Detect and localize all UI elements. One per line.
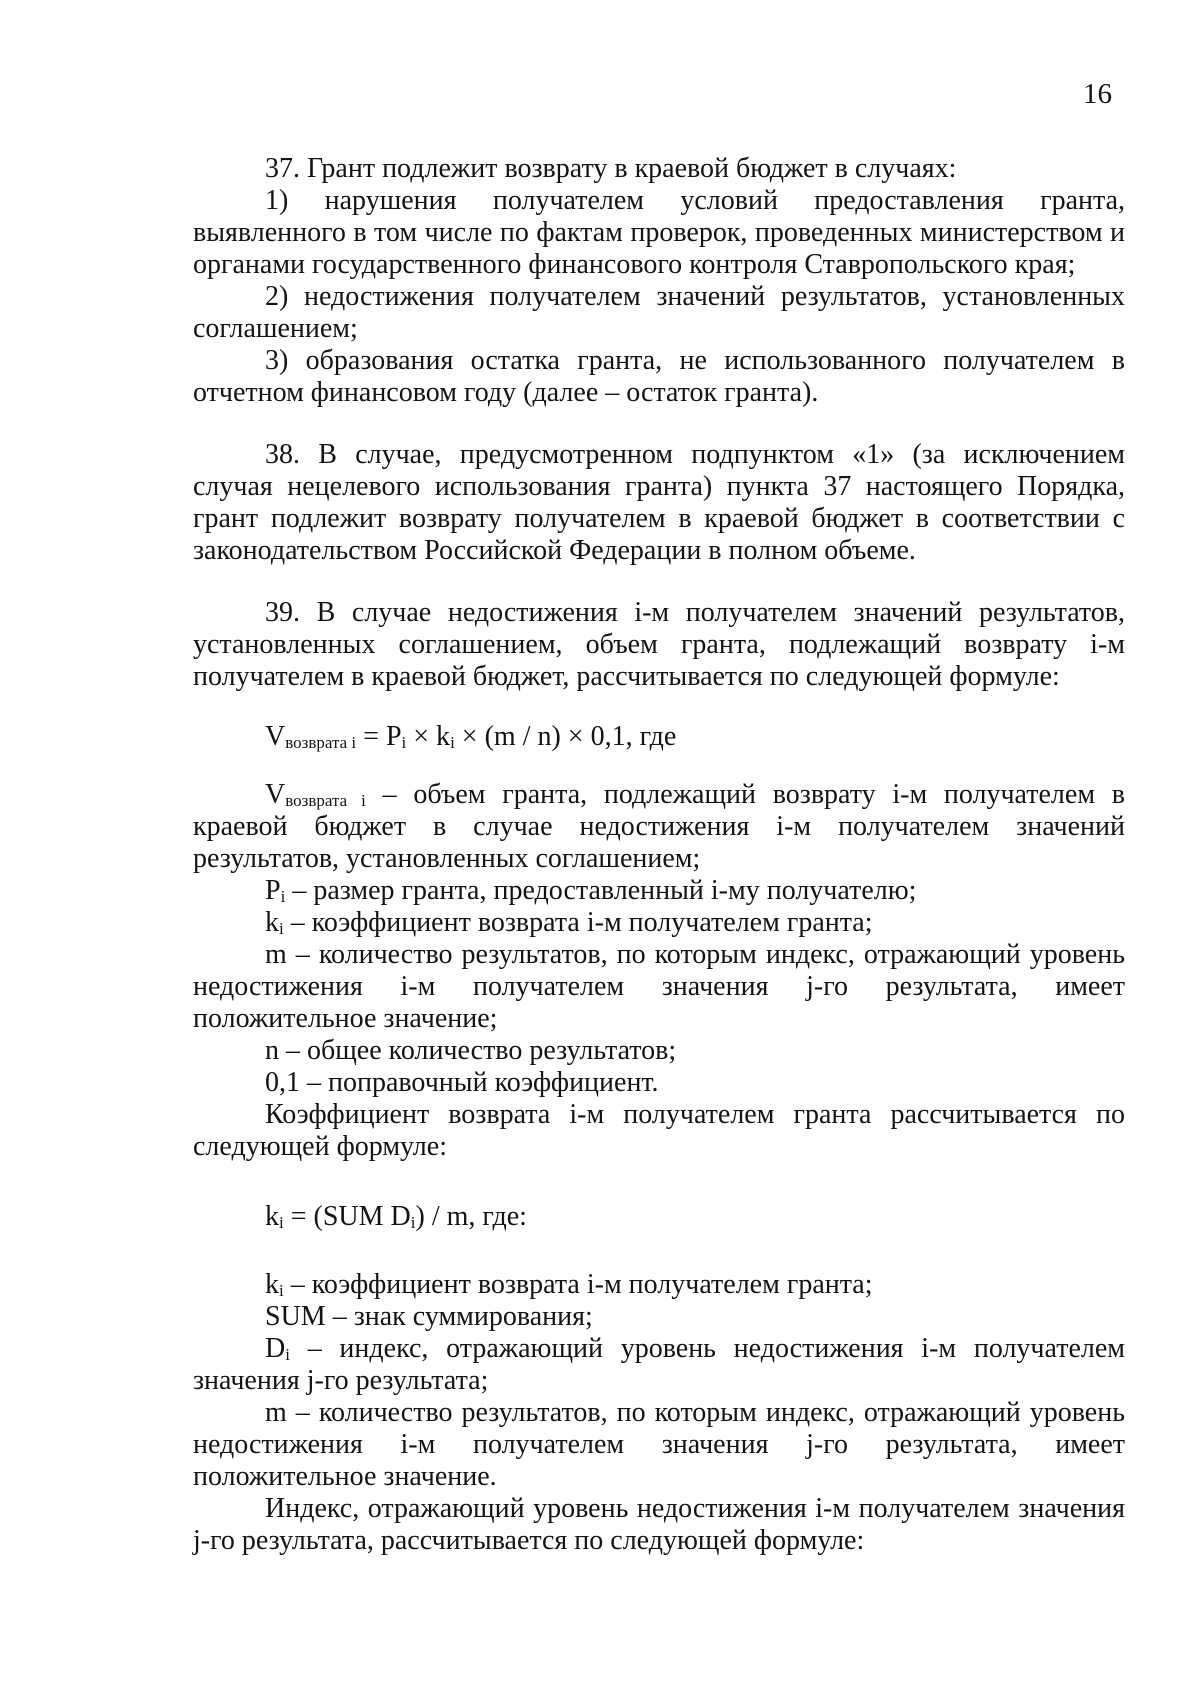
definition-correction: 0,1 – поправочный коэффициент. xyxy=(265,1067,659,1098)
definition2-m: m – количество результатов, по которым индекс, отражающий уровень недостижения i-м получателем значения j-го результата, имеет положительное значение. xyxy=(193,1397,1125,1492)
paragraph-38: 38. В случае, предусмотренном подпунктом «1» (за исключением случая нецелевого использования гранта) пункта 37 настоящего Порядка, грант подлежит возврату получателем в краевой бюджет в соответствии с законодательством Российской Федерации в полном объеме. xyxy=(193,439,1125,566)
index-intro: Индекс, отражающий уровень недостижения i-м получателем значения j-го результата, рассчитывается по следующей формуле: xyxy=(193,1493,1125,1556)
definition-k: $k_i$ – коэффициент возврата i-м получателем гранта; xyxy=(265,907,873,938)
formula-coefficient: $k_i = (SUM$ $D_i$) / m, где: xyxy=(265,1201,527,1232)
definition-m: m – количество результатов, по которым индекс, отражающий уровень недостижения i-м получателем значения j-го результата, имеет положительное значение; xyxy=(193,939,1125,1034)
definition2-k: $k_i$ – коэффициент возврата i-м получателем гранта; xyxy=(265,1269,873,1300)
document-body xyxy=(193,153,1125,1557)
page-number: 16 xyxy=(1083,78,1112,110)
definition-p: $P_i$ – размер гранта, предоставленный i-му получателю; xyxy=(265,875,917,906)
definition-n: n – общее количество результатов; xyxy=(265,1035,677,1066)
paragraph-37-item-2: 2) недостижения получателем значений результатов, установленных соглашением; xyxy=(193,281,1125,344)
coefficient-intro: Коэффициент возврата i-м получателем гранта рассчитывается по следующей формуле: xyxy=(193,1099,1125,1162)
formula-return-volume: $V_{возврата i} = P_i \times k_i \times (m / n) \times 0,1$, где xyxy=(265,721,677,752)
definition2-sum: SUM – знак суммирования; xyxy=(265,1301,593,1332)
definition-v: $V_{возврата i}$ – объем гранта, подлежащий возврату i-м получателем в краевой бюджет в случае недостижения i-м получателем значений результатов, установленных соглашением; xyxy=(193,779,1125,874)
paragraph-39-intro: 39. В случае недостижения i-м получателем значений результатов, установленных соглашением, объем гранта, подлежащий возврату i-м получателем в краевой бюджет, рассчитывается по следующей формуле: xyxy=(193,597,1125,692)
paragraph-37-item-3: 3) образования остатка гранта, не использованного получателем в отчетном финансовом году (далее – остаток гранта). xyxy=(193,345,1125,408)
paragraph-37-intro: 37. Грант подлежит возврату в краевой бюджет в случаях: xyxy=(265,153,957,184)
paragraph-37-item-1: 1) нарушения получателем условий предоставления гранта, выявленного в том числе по фактам проверок, проведенных министерством и органами государственного финансового контроля Ставропольского края; xyxy=(193,185,1125,280)
definition2-d: $D_i$ – индекс, отражающий уровень недостижения i-м получателем значения j-го результата; xyxy=(193,1333,1125,1396)
